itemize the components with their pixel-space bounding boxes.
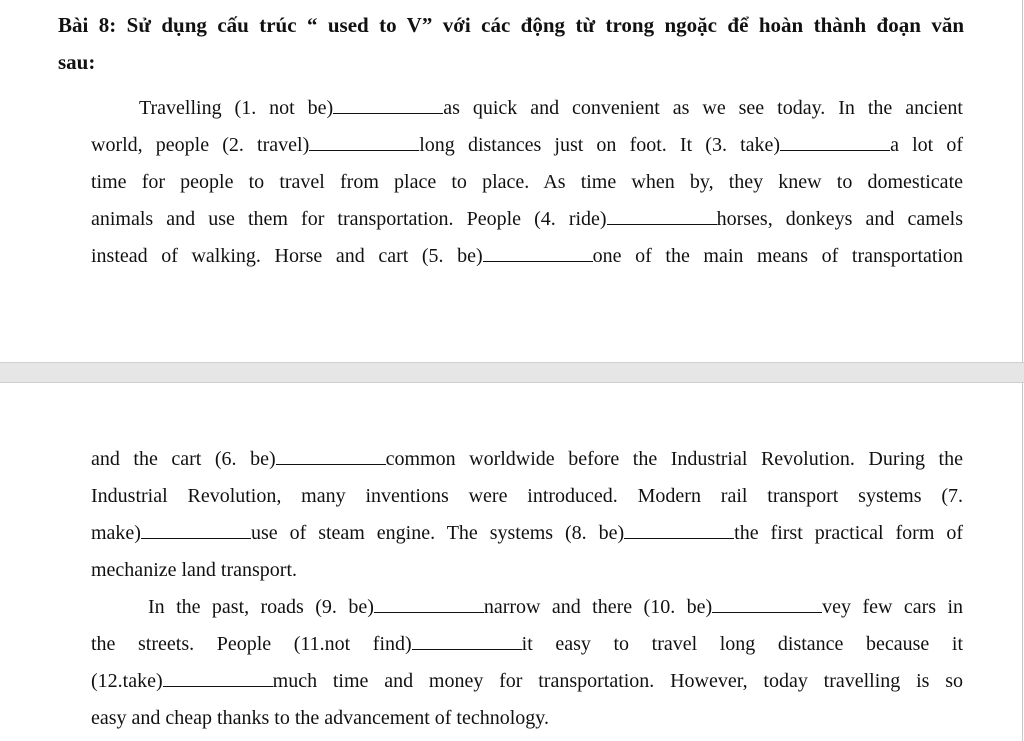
paragraph-line-10: In the past, roads (9. be) narrow and there (10. be) vey few cars in xyxy=(148,596,963,618)
paragraph-line-8: make) use of steam engine. The systems (8. be) the first practical form of xyxy=(91,522,963,544)
answer-blank-1[interactable] xyxy=(333,95,443,114)
paragraph-line-2: world, people (2. travel) long distances just on foot. It (3. take) a lot of xyxy=(91,134,963,156)
answer-blank-6[interactable] xyxy=(276,446,386,465)
document-page-1 xyxy=(0,0,1023,362)
answer-blank-7[interactable] xyxy=(141,520,251,539)
answer-blank-8[interactable] xyxy=(624,520,734,539)
answer-blank-12[interactable] xyxy=(163,668,273,687)
paragraph-line-3: time for people to travel from place to place. As time when by, they knew to domesticate xyxy=(91,171,963,193)
paragraph-line-5: instead of walking. Horse and cart (5. be) one of the main means of transportation xyxy=(91,245,963,267)
document-page-2 xyxy=(0,383,1023,741)
answer-blank-11[interactable] xyxy=(412,631,522,650)
paragraph-line-11: the streets. People (11.not find) it easy to travel long distance because it xyxy=(91,633,964,655)
exercise-title-continued: sau: xyxy=(58,50,96,74)
paragraph-line-6: and the cart (6. be) common worldwide before the Industrial Revolution. During the xyxy=(91,448,963,470)
exercise-title: Bài 8: Sử dụng cấu trúc “ used to V” với các động từ trong ngoặc để hoàn thành đoạn văn xyxy=(58,13,964,37)
answer-blank-2[interactable] xyxy=(309,132,419,151)
answer-blank-3[interactable] xyxy=(780,132,890,151)
paragraph-line-7: Industrial Revolution, many inventions were introduced. Modern rail transport systems (7. xyxy=(91,485,963,507)
answer-blank-10[interactable] xyxy=(712,594,822,613)
answer-blank-4[interactable] xyxy=(607,206,717,225)
paragraph-line-1: Travelling (1. not be) as quick and convenient as we see today. In the ancient xyxy=(139,97,963,119)
paragraph-line-12: (12.take) much time and money for transportation. However, today travelling is so xyxy=(91,670,963,692)
paragraph-line-4: animals and use them for transportation. People (4. ride) horses, donkeys and camels xyxy=(91,208,963,230)
page-separator xyxy=(0,362,1024,383)
paragraph-line-13: easy and cheap thanks to the advancement of technology. xyxy=(91,707,549,729)
answer-blank-9[interactable] xyxy=(374,594,484,613)
answer-blank-5[interactable] xyxy=(483,243,593,262)
paragraph-line-9: mechanize land transport. xyxy=(91,559,298,581)
